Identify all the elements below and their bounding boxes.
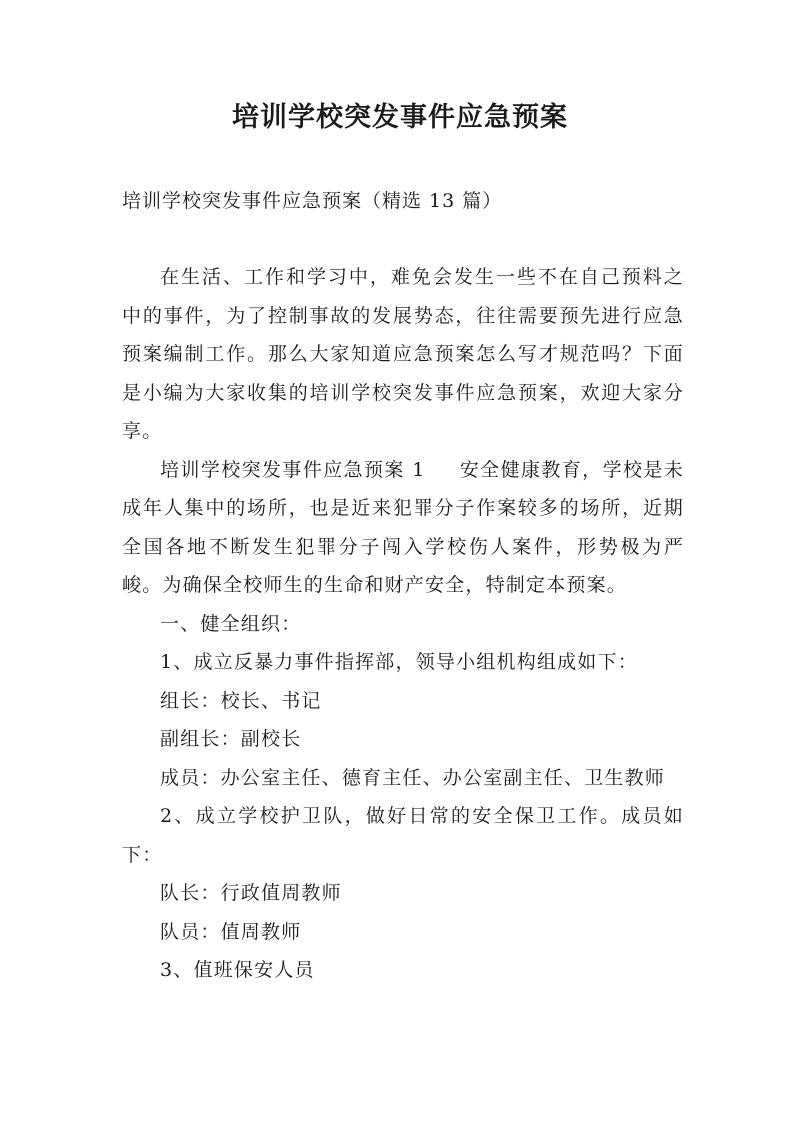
list-item: 一、健全组织： — [160, 612, 302, 635]
section-1-heading: 培训学校突发事件应急预案 1 — [160, 458, 426, 481]
document-subtitle: 培训学校突发事件应急预案（精选 13 篇） — [122, 190, 503, 212]
document-title: 培训学校突发事件应急预案 — [232, 102, 568, 133]
document-body — [122, 258, 684, 990]
list-item: 组长：校长、书记 — [160, 689, 322, 712]
list-item: 副组长：副校长 — [160, 728, 302, 750]
section-1-paragraph — [122, 451, 684, 605]
list-item: 成员：办公室主任、德育主任、办公室副主任、卫生教师 — [160, 766, 666, 789]
list-item: 队长：行政值周教师 — [160, 882, 342, 904]
list-item: 队员：值周教师 — [160, 920, 302, 943]
list-item: 2、成立学校护卫队，做好日常的安全保卫工作。成员如下： — [122, 805, 684, 866]
list-item: 1、成立反暴力事件指挥部，领导小组机构组成如下： — [160, 651, 638, 673]
list-item: 3、值班保安人员 — [160, 959, 315, 981]
intro-paragraph: 在生活、工作和学习中，难免会发生一些不在自己预料之中的事件，为了控制事故的发展势态，往往需要预先进行应急预案编制工作。那么大家知道应急预案怎么写才规范吗？下面是小编为大家收集的培训学校突发事件应急预案，欢迎大家分享。 — [122, 266, 684, 442]
section-1-text: 安全健康教育，学校是未成年人集中的场所，也是近来犯罪分子作案较多的场所，近期全国各地不断发生犯罪分子闯入学校伤人案件，形势极为严峻。为确保全校师生的生命和财产安全，特制定本预案。 — [122, 458, 684, 596]
